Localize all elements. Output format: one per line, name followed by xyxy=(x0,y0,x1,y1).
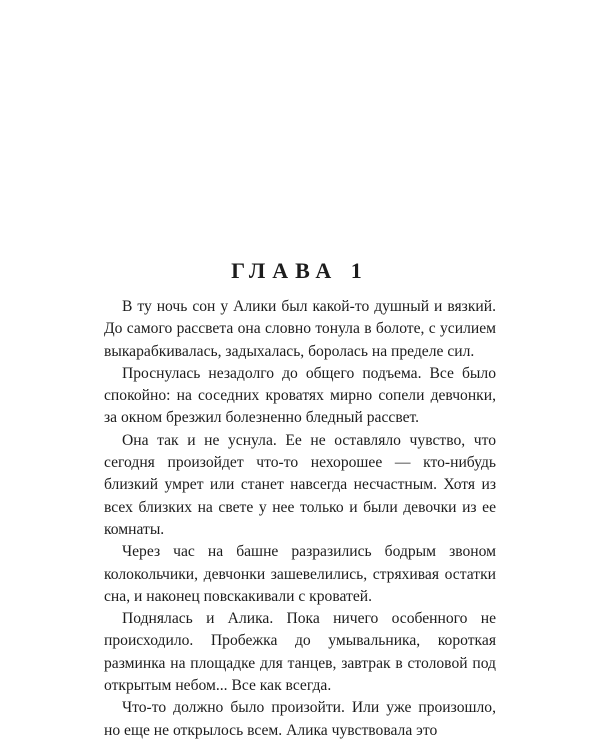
chapter-body xyxy=(104,296,496,742)
paragraph: В ту ночь сон у Алики был какой-то душный и вязкий. До самого рассвета она словно тонула в болоте, с усилием выкарабкивалась, задыхалась, боролась на пределе сил. xyxy=(104,298,496,360)
paragraph: Поднялась и Алика. Пока ничего особенного не происходило. Пробежка до умывальника, короткая разминка на площадке для танцев, завтрак в столовой под открытым небом... Все как всегда. xyxy=(104,610,496,695)
paragraph: Что-то должно было произойти. Или уже произошло, но еще не открылось всем. Алика чувствовала это xyxy=(104,699,496,739)
chapter-title: ГЛАВА 1 xyxy=(231,258,369,283)
paragraph: Проснулась незадолго до общего подъема. Все было спокойно: на соседних кроватях мирно сопели девчонки, за окном брезжил болезненно бледный рассвет. xyxy=(104,364,496,427)
paragraph: Через час на башне разразились бодрым звоном колокольчики, девчонки зашевелились, стряхивая остатки сна, и наконец повскакивали с кроватей. xyxy=(104,543,496,605)
paragraph: Она так и не уснула. Ее не оставляло чувство, что сегодня произойдет что-то нехорошее — кто-нибудь близкий умрет или станет навсегда несчастным. Хотя из всех близких на свете у нее только и были девочки из ее комнаты. xyxy=(104,431,496,538)
